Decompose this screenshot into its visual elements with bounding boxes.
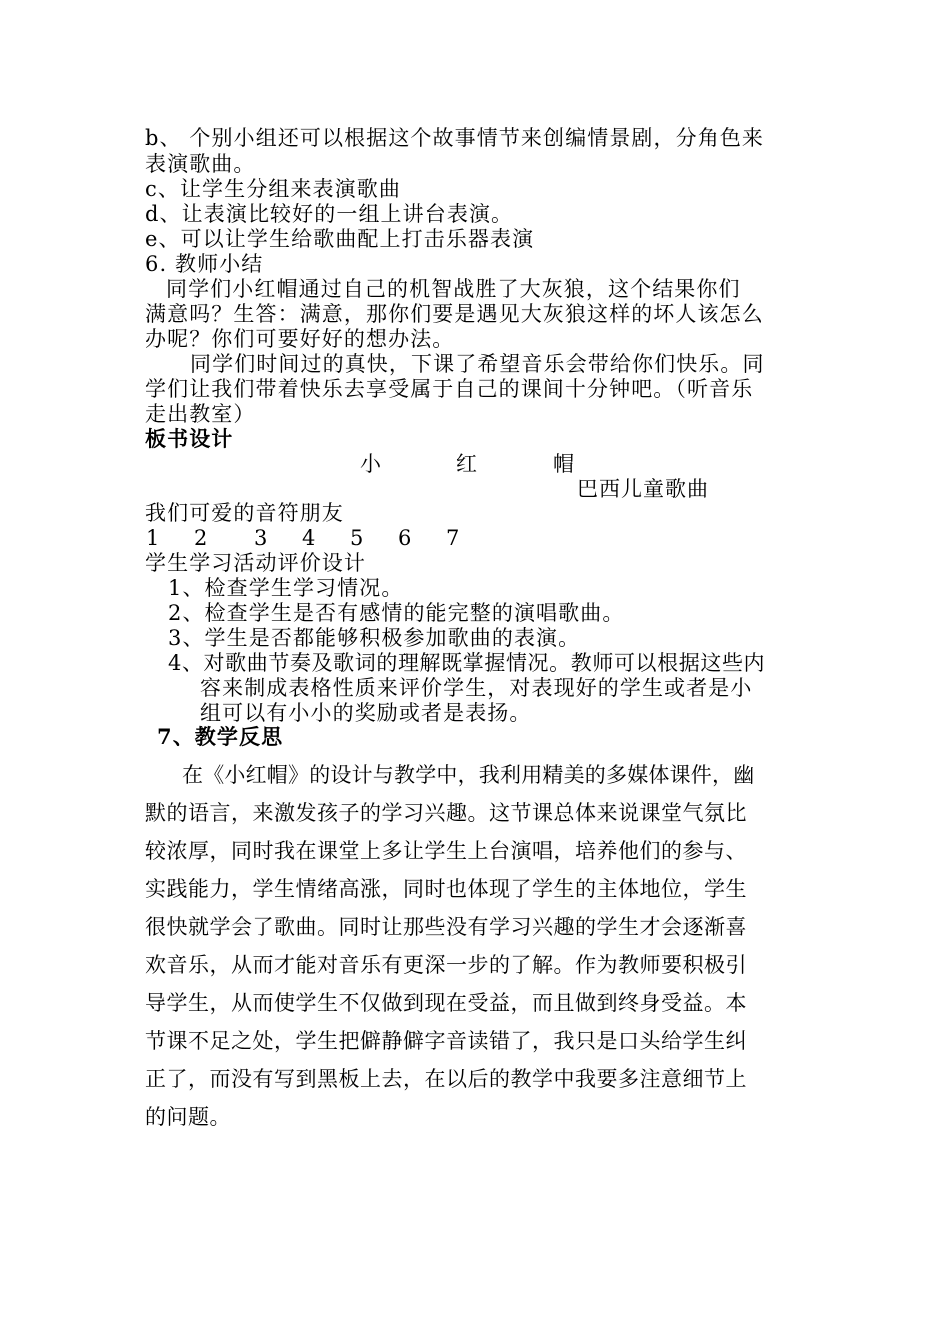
note-number: 3 xyxy=(254,526,268,550)
item-c: c、让学生分组来表演歌曲 xyxy=(145,177,401,201)
reflection-line: 节课不足之处，学生把僻静僻字音读错了，我只是口头给学生纠 xyxy=(145,1029,747,1053)
reflection-line: 导学生，从而使学生不仅做到现在受益，而且做到终身受益。本 xyxy=(145,991,747,1015)
reflection-line: 在《小红帽》的设计与教学中，我利用精美的多媒体课件，幽 xyxy=(182,763,755,787)
reflection-line: 实践能力，学生情绪高涨，同时也体现了学生的主体地位，学生 xyxy=(145,877,747,901)
evaluation-item-4-line-2: 容来制成表格性质来评价学生，对表现好的学生或者是小 xyxy=(200,676,753,700)
evaluation-item-4-line-3: 组可以有小小的奖励或者是表扬。 xyxy=(200,701,532,725)
summary-para2-line-2: 学们让我们带着快乐去享受属于自己的课间十分钟吧。（听音乐 xyxy=(145,377,754,401)
item-b-line-1: b、 个别小组还可以根据这个故事情节来创编情景剧，分角色来 xyxy=(145,126,765,150)
evaluation-item-2: 2、检查学生是否有感情的能完整的演唱歌曲。 xyxy=(168,601,625,625)
item-b-line-2: 表演歌曲。 xyxy=(145,152,256,176)
evaluation-item-3: 3、学生是否都能够积极参加歌曲的表演。 xyxy=(168,626,581,650)
note-number: 7 xyxy=(446,526,460,550)
evaluation-item-1: 1、检查学生学习情况。 xyxy=(168,576,404,600)
board-title-char: 红 xyxy=(456,452,477,476)
board-title-char: 小 xyxy=(360,452,381,476)
reflection-line: 默的语言，来激发孩子的学习兴趣。这节课总体来说课堂气氛比 xyxy=(145,801,747,825)
summary-para2-line-1: 同学们时间过的真快，下课了希望音乐会带给你们快乐。同 xyxy=(190,352,765,376)
summary-para1-line-1: 同学们小红帽通过自己的机智战胜了大灰狼，这个结果你们 xyxy=(166,277,741,301)
note-number: 2 xyxy=(194,526,208,550)
note-number: 5 xyxy=(350,526,364,550)
reflection-heading: 7、教学反思 xyxy=(157,724,284,749)
board-subtitle: 巴西儿童歌曲 xyxy=(577,477,709,501)
evaluation-heading: 学生学习活动评价设计 xyxy=(145,551,366,575)
summary-para1-line-3: 办呢？你们可要好好的想办法。 xyxy=(145,327,455,351)
note-number: 1 xyxy=(146,526,160,550)
note-number: 4 xyxy=(302,526,316,550)
note-number: 6 xyxy=(398,526,412,550)
summary-para2-line-3: 走出教室） xyxy=(145,402,256,426)
reflection-line: 较浓厚，同时我在课堂上多让学生上台演唱，培养他们的参与、 xyxy=(145,839,747,863)
reflection-line: 很快就学会了歌曲。同时让那些没有学习兴趣的学生才会逐渐喜 xyxy=(145,915,747,939)
item-d: d、让表演比较好的一组上讲台表演。 xyxy=(145,202,514,226)
reflection-line: 欢音乐，从而才能对音乐有更深一步的了解。作为教师要积极引 xyxy=(145,953,747,977)
summary-heading: 6. 教师小结 xyxy=(145,252,264,276)
item-e: e、可以让学生给歌曲配上打击乐器表演 xyxy=(145,227,535,251)
reflection-line: 的问题。 xyxy=(145,1105,231,1129)
board-design-heading: 板书设计 xyxy=(145,426,234,451)
board-title-char: 帽 xyxy=(553,452,574,476)
summary-para1-line-2: 满意吗？生答：满意，那你们要是遇见大灰狼这样的坏人该怎么 xyxy=(145,302,764,326)
reflection-line: 正了，而没有写到黑板上去，在以后的教学中我要多注意细节上 xyxy=(145,1067,747,1091)
notes-label: 我们可爱的音符朋友 xyxy=(145,501,344,525)
evaluation-item-4-line-1: 4、对歌曲节奏及歌词的理解既掌握情况。教师可以根据这些内 xyxy=(168,651,766,675)
